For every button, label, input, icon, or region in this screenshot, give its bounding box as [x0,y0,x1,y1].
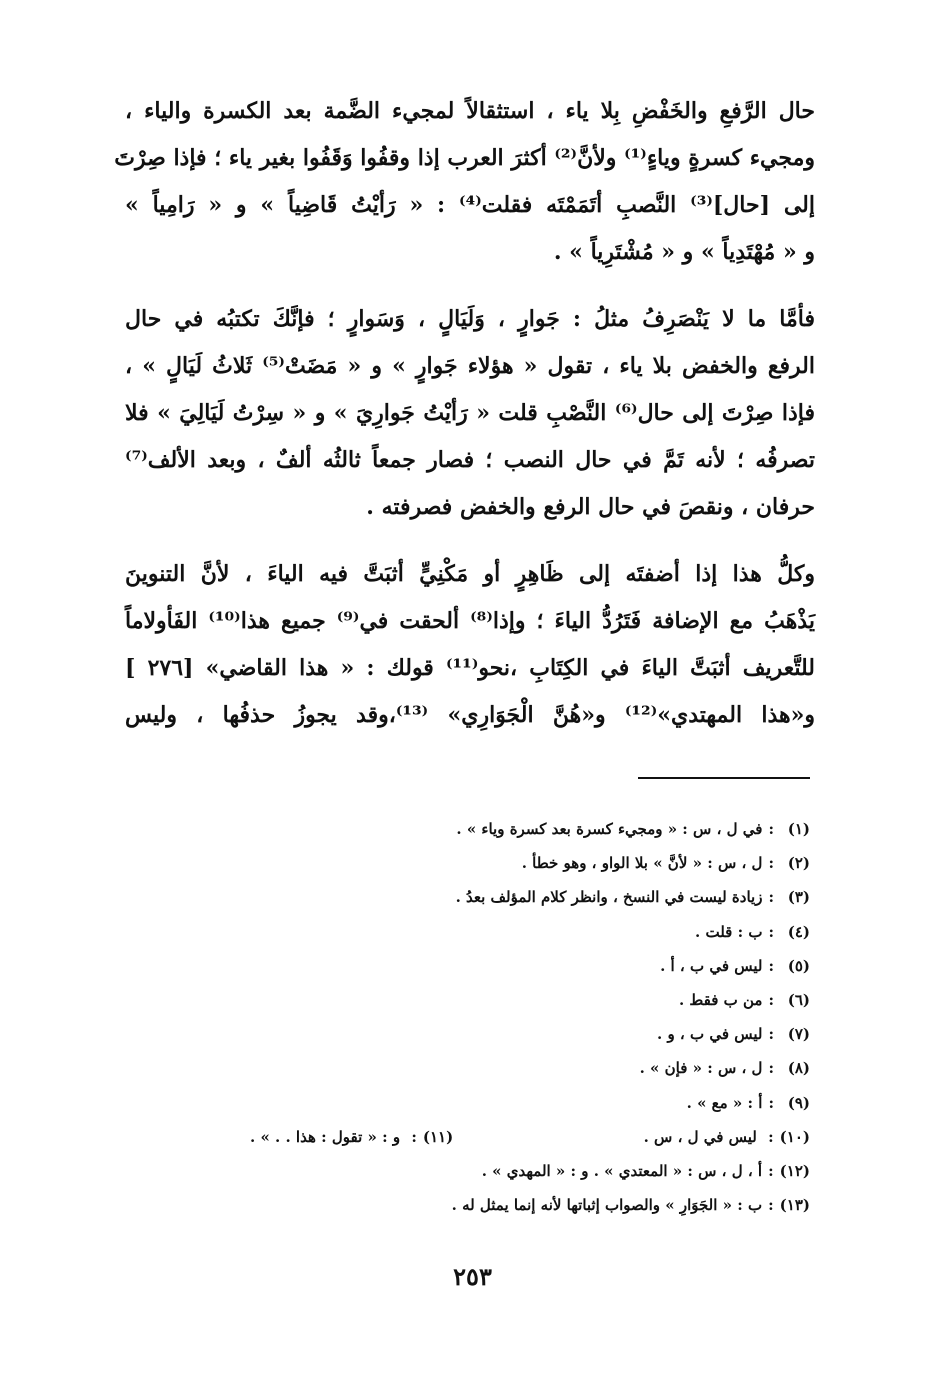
footnote-pair [250,1120,810,1154]
text-line: حال الرَّفعِ والخَفْضِ بِلا ياء ، استثقالاً لمجيء الضَّمة بعد الكسرة والياء ، [125,98,815,124]
footnote-text: ليس في ب ، و . [657,1025,763,1044]
footnote-text: أ ، ل ، س : « المعتدي » . و : « المهدي » . [481,1162,763,1181]
text-line: و«هذا المهتدي»⁽¹²⁾ و«هُنَّ الْجَوَارِي» ⁽¹³⁾،وقد يجوزُ حذفُها ، وليس [125,702,815,728]
footnote-text: ل ، س : « فإن » . [639,1059,763,1078]
paragraph-1 [114,88,815,276]
footnote: (١٢) : أ ، ل ، س : « المعتدي » . و : « المهدي » . [190,1154,810,1188]
footnote-number: (٨) [787,1059,810,1078]
footnote-text: ل ، س : « لأنَّ » بلا الواو ، وهو خطأ . [521,854,763,873]
text-line: فأمَّا ما لا يَنْصَرِفُ مثلُ : جَوارٍ ، وَلَيَالٍ ، وَسَوارٍ ؛ فإنَّكَ تكتبُه في حال [125,306,815,332]
text-line: إلى [حال]⁽³⁾ النَّصبِ أتَمَمْتَه فقلت⁽⁴⁾ : « رَأيْتُ قَاضِياً » و « رَامِياً » [125,192,815,218]
text-line: يَذْهَبُ مع الإضافة فَتَرُدُّ الياءَ ؛ وإذا⁽⁸⁾ ألحقت في⁽⁹⁾ جميع هذا⁽¹⁰⁾ الفَأولاماً [125,608,815,634]
footnote-number: (٣) [787,888,810,907]
footnote-left-part: (١٠): ليس في ل ، س . [644,1120,810,1154]
footnote-number: (٦) [787,991,810,1010]
footnote-text: و : « تقول : هذا . . » . [250,1127,401,1146]
footnote-text: من ب فقط . [678,991,763,1010]
footnote-number: (٩) [787,1093,810,1112]
footnote-text: ب : « الجَوَارِ » والصواب إثباتها لأنه إنما يمثل له . [451,1196,763,1215]
footnote: (١٣) : ب : « الجَوَارِ » والصواب إثباتها لأنه إنما يمثل له . [190,1188,810,1222]
text-line: حرفان ، ونقصَ في حال الرفع والخفض فصرفته . [366,494,815,520]
paragraph-3 [125,551,815,739]
footnote-number: (٧) [787,1025,810,1044]
footnote-number: (١٠) [779,1127,810,1146]
footnote-number: (٥) [787,956,810,975]
footnote: (٦) : من ب فقط . [190,983,810,1017]
footnotes [190,812,810,1222]
main-text [114,88,816,759]
footnote: (٥) : ليس في ب ، أ . [190,949,810,983]
footnote-text: ليس في ل ، س . [643,1127,757,1146]
footnote-number: (١١) [422,1127,454,1146]
footnote-separator [638,777,810,779]
paragraph-2 [125,296,815,531]
footnote-text: ليس في ب ، أ . [660,956,763,975]
footnote-number: (٢) [787,854,810,873]
footnote: (٩) : أ : « مع » . [190,1086,810,1120]
footnote: (٨) : ل ، س : « فإن » . [190,1051,810,1085]
footnote: (١) : في ل ، س : « ومجيء كسرة بعد كسرة وياء » . [190,812,810,846]
footnote: (٤) : ب : قلت . [190,915,810,949]
footnote-text: ب : قلت . [695,922,763,941]
text-line: فإذا صِرْتَ إلى حال⁽⁶⁾ النَّصْبِ قلت « رَأيْتُ جَوارِيَ » و « سِرْتُ لَيَالِيَ » فلا [125,400,815,426]
footnote: (٢) : ل ، س : « لأنَّ » بلا الواو ، وهو خطأ . [190,846,810,880]
text-line: و « مُهْتَدِياً » و « مُشْتَرِياً » . [553,239,815,265]
footnote-right-part: (١١): و : « تقول : هذا . . » . [250,1127,454,1146]
page-number: ٢٥٣ [453,1262,492,1291]
footnote-number: (١٢) [779,1162,810,1181]
footnote-text: زيادة ليست في النسخ ، وانظر كلام المؤلف بعدُ . [455,888,763,907]
footnote: (٣) : زيادة ليست في النسخ ، وانظر كلام المؤلف بعدُ . [190,880,810,914]
text-line: للتَّعريف أثبَتَّ الياءَ في الكِتَابِ ،نحو⁽¹¹⁾ قولك : « هذا القاضي» [٢٧٦ ] [125,655,816,681]
footnote: (٧) : ليس في ب ، و . [190,1017,810,1051]
text-line: الرفع والخفض بلا ياء ، تقول « هؤلاء جَوارٍ » و « مَضَتْ⁽⁵⁾ ثَلاثُ لَيَالٍ » ، [125,353,815,379]
footnote [190,1120,810,1154]
footnote-text: أ : « مع » . [686,1093,763,1112]
text-line: ومجيء كسرةٍ وياءٍ⁽¹⁾ ولأنَّ⁽²⁾ أكثرَ العرب إذا وقفُوا وَقَفُوا بغير ياء ؛ فإذا صِرْتَ [114,145,815,171]
footnote-text: في ل ، س : « ومجيء كسرة بعد كسرة وياء » . [456,820,763,838]
text-line: وكلُّ هذا إذا أضفتَه إلى ظَاهِرٍ أو مَكْنِيٍّ أثبَتَّ فيه الياءَ ، لأنَّ التنوينَ [125,561,815,587]
text-line: تصرفُه ؛ لأنه تَمَّ في حال النصب ؛ فصار جمعاً ثالثُه ألفٌ ، وبعد الألف⁽⁷⁾ [125,447,815,473]
footnote-number: (١٣) [779,1196,810,1215]
footnote-number: (٤) [787,922,810,941]
footnote-number: (١) [787,820,810,838]
